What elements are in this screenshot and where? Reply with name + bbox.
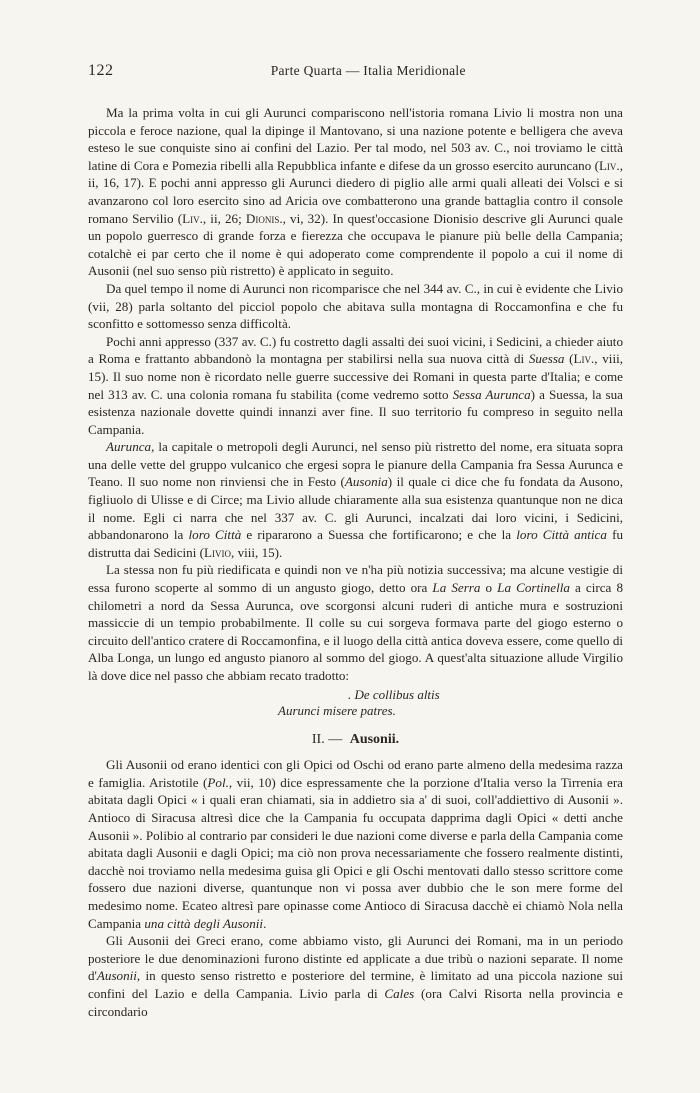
paragraph: La stessa non fu più riedificata e quindi non ve n'ha più notizia successiva; ma alcune vestigie di essa furono scoperte al sommo di un angusto giogo, detto ora La Serra o La Cortinella a circa 8 chilometri a nord da Sessa Aurunca, ove scorgonsi alcuni ruderi di antiche mura e sostruzioni massiccie di un tempio probabilmente. Il colle su cui sorgeva formava parte del giogo esterno o circuito dell'antico cratere di Roccamonfina, e il luogo della città antica doveva essere, come quello di Alba Longa, un lungo ed angusto pianoro al sommo del giogo. A quest'alta situazione allude Virgilio là dove dice nel passo che abbiam recato tradotto:	[88, 562, 624, 683]
section-number: II. —	[311, 731, 343, 747]
section-title: Ausonii.	[349, 731, 400, 747]
paragraph: Gli Ausonii od erano identici con gli Opici od Oschi od erano parte almeno della medesima razza e famiglia. Aristotile (Pol., vii, 10) dice espressamente che la porzione d'Italia verso la Tirrenia era abitata dagli Opici « i quali eran chiamati, sia in addietro sia a' di suoi, coll'addiettivo di Ausonii ». Antioco di Siracusa altresì dice che la Campania fu occupata dapprima dagli Opici « detti anche Ausonii ». Polibio al contrario par consideri le due nazioni come diverse e parla della Campania come abitata dagli Ausonii e dagli Opici; ma ciò non prova necessariamente che fossero realmente distinti, dacchè noi troviamo nella medesima guisa gli Opici e gli Oschi mentovati dallo stesso scrittore come fossero due nazioni diverse, quantunque non vi possa aver dubbio che le son mere forme del medesimo nome. Ecateo altresì pare opinasse come Antioco di Siracusa dacchè ei chiamò Nola nella Campania una città degli Ausonii.	[88, 757, 623, 931]
verse-line: Aurunci misere patres.	[278, 702, 396, 718]
paragraph: Gli Ausonii dei Greci erano, come abbiamo visto, gli Aurunci dei Romani, ma in un periodo posteriore le due denominazioni furono distinte ed applicate a due tribù o nazioni separate. Il nome d'Ausonii, in questo senso ristretto e posteriore del termine, è limitato ad una piccola nazione sui confini del Lazio e della Campania. Livio parla di Cales (ora Calvi Risorta nella provincia e circondario	[88, 933, 623, 1019]
page-header	[88, 62, 623, 86]
verse-quote	[88, 687, 623, 719]
paragraph: Aurunca, la capitale o metropoli degli Aurunci, nel senso più ristretto del nome, era situata sopra una delle vette del gruppo vulcanico che ergesi sopra le pianure della Campania fra Sessa Aurunca e Teano. Il suo nome non rinviensi che in Festo (Ausonia) il quale ci dice che fu fondata da Ausono, figliuolo di Ulisse e di Circe; ma Livio allude chiaramente alla sua esistenza quantunque non ne dica il nome. Egli ci narra che nel 337 av. C. gli Aurunci, incalzati dai loro vicini, i Sedicini, abbandonarono la loro Città e ripararono a Suessa che fortificarono; e che la loro Città antica fu distrutta dai Sedicini (Livio, viii, 15).	[88, 439, 624, 560]
body-text	[88, 104, 623, 1020]
verse-line: . De collibus altis	[348, 686, 440, 702]
paragraph: Ma la prima volta in cui gli Aurunci compariscono nell'istoria romana Livio li mostra non una piccola e feroce nazione, qual la dipinge il Mantovano, si una nazione potente e belligera che aveva esteso le sue conquiste sino ai confini del Lazio. Per tal modo, nel 503 av. C., noi troviamo le città latine di Cora e Pomezia ribelli alla Repubblica infante e difese da un grosso esercito auruncano (Liv., ii, 16, 17). E pochi anni appresso gli Aurunci diedero di piglio alle armi quali alleati dei Volsci e si avanzarono col loro esercito sino ad Aricia ove combatterono una grande battaglia contro il console romano Servilio (Liv., ii, 26; Dionis., vi, 32). In quest'occasione Dionisio descrive gli Aurunci quale un popolo guerresco di grande forza e fierezza che occupava le pianure più belle della Campania; cotalchè ei par certo che il nome è qui adoperato come comprendente il popolo a cui il nome di Ausonii (nel suo senso più ristretto) è applicato in seguito.	[88, 105, 623, 279]
paragraph: Da quel tempo il nome di Aurunci non ricomparisce che nel 344 av. C., in cui è evidente che Livio (vii, 28) parla soltanto del picciol popolo che abitava sulla montagna di Roccamonfina e che fu sconfitto e sottomesso senza difficoltà.	[88, 280, 623, 332]
page-number: 122	[88, 62, 114, 79]
running-title: Parte Quarta — Italia Meridionale	[270, 63, 466, 78]
section-heading	[88, 731, 623, 749]
paragraph: Pochi anni appresso (337 av. C.) fu costretto dagli assalti dei suoi vicini, i Sedicini, a chieder aiuto a Roma e frattanto abbandonò la montagna per stabilirsi nella sua nuova città di Suessa (Liv., viii, 15). Il suo nome non è ricordato nelle guerre successive dei Romani in questa parte d'Italia; e come nel 313 av. C. una colonia romana fu stabilita (come vedremo sotto Sessa Aurunca) a Suessa, la sua esistenza nazionale dovette quindi innanzi aver fine. Il suo territorio fu compreso in seguito nella Campania.	[88, 333, 623, 437]
